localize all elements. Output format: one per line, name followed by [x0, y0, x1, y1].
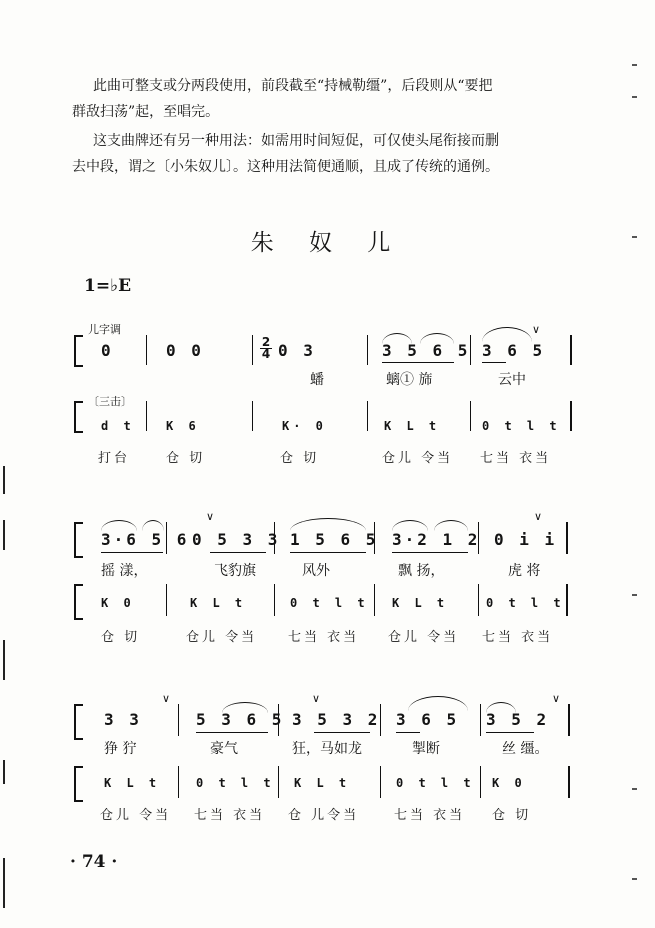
notes-measure: 3 5 3 2	[292, 710, 381, 729]
score-system-2	[74, 510, 579, 652]
breath-mark: ∨	[312, 692, 321, 705]
scan-edge-mark	[3, 640, 5, 680]
notes-measure: 3·2 1 2	[392, 530, 481, 549]
intro-p2-line2: 去中段，谓之〔小朱奴儿〕。这种用法简便通顺，且成了传统的通例。	[72, 159, 499, 175]
perc-measure: K 0	[492, 776, 526, 790]
notes-measure: 3 3	[104, 710, 142, 729]
perc-lyric: 仓 儿令当	[288, 808, 360, 823]
perc-measure: K 0	[101, 596, 135, 610]
lyric: 飘 扬，	[398, 563, 445, 579]
notes-measure: 3 5 6 5	[382, 341, 471, 360]
notes-measure: 0 i i	[494, 530, 558, 549]
bracket	[74, 704, 83, 740]
notes-measure: 0 5 3 3	[192, 530, 281, 549]
perc-lyric: 七当 衣当	[482, 630, 554, 645]
perc-measure: K L t	[384, 419, 441, 433]
perc-lyric: 七当 衣当	[288, 630, 360, 645]
perc-measure: 0 t l t	[396, 776, 475, 790]
perc-measure: K L t	[294, 776, 351, 790]
notes-measure: 0	[101, 341, 114, 360]
perc-lyric: 七当 衣当	[194, 808, 266, 823]
score-system-3	[74, 692, 579, 834]
lyric: 掣断	[412, 741, 440, 757]
page-number: · 74 ·	[70, 852, 118, 872]
perc-measure: K 6	[166, 419, 200, 433]
perc-measure: K L t	[104, 776, 161, 790]
lyric: 豪气	[210, 741, 238, 757]
perc-measure: 0 t l t	[290, 596, 369, 610]
perc-lyric: 仓 切	[492, 808, 532, 823]
notes-measure: 0 0	[166, 341, 204, 360]
breath-mark: ∨	[162, 692, 171, 705]
scan-edge-mark	[3, 466, 5, 494]
perc-lyric: 打台	[98, 451, 131, 466]
notes-measure: 3 5 2	[486, 710, 550, 729]
scan-edge-mark	[3, 858, 5, 908]
perc-lyric: 仓 切	[280, 451, 320, 466]
intro-p1-line2: 群敌扫荡”起，至唱完。	[72, 104, 220, 120]
lyric: 螭① 旆	[386, 372, 433, 388]
breath-mark: ∨	[534, 510, 543, 523]
lyric: 风外	[302, 563, 330, 579]
lyric: 丝 缰。	[502, 741, 549, 757]
breath-mark: ∨	[206, 510, 215, 523]
lyric: 摇 漾，	[101, 563, 148, 579]
notes-measure: 3 6 5	[482, 341, 546, 360]
perc-measure: 0 t l t	[486, 596, 565, 610]
breath-mark: ∨	[532, 323, 541, 336]
notes-measure: 1 5 6 5	[290, 530, 379, 549]
perc-label: 〔三击〕	[88, 395, 132, 408]
notes-measure: 5 3 6 5	[196, 710, 285, 729]
perc-lyric: 七当 衣当	[394, 808, 466, 823]
song-title: 朱 奴 儿	[250, 230, 405, 256]
scan-edge-mark	[3, 520, 5, 550]
intro-p2-line1: 这支曲牌还有另一种用法：如需用时间短促，可仅使头尾衔接而删	[93, 133, 499, 149]
perc-measure: 0 t l t	[482, 419, 561, 433]
lyric: 蟠	[310, 372, 324, 388]
bracket	[74, 766, 83, 802]
time-signature: 2 4	[261, 335, 271, 361]
perc-lyric: 仓儿 令当	[100, 808, 172, 823]
lyric: 虎 将	[508, 563, 541, 579]
lyric: 狰 狞	[104, 741, 137, 757]
perc-lyric: 仓 切	[101, 630, 141, 645]
perc-measure: K L t	[392, 596, 449, 610]
bracket	[74, 335, 83, 367]
scan-edge-mark	[3, 760, 5, 784]
breath-mark: ∨	[552, 692, 561, 705]
lyric: 飞豹旗	[214, 563, 256, 579]
notes-measure: 0 3	[278, 341, 316, 360]
intro-p1-line1: 此曲可整支或分两段使用，前段截至“持械勒缰”，后段则从“要把	[93, 78, 493, 94]
notes-measure: 3 6 5	[396, 710, 460, 729]
bracket	[74, 522, 83, 558]
perc-measure: 0 t l t	[196, 776, 275, 790]
perc-lyric: 仓儿 令当	[186, 630, 258, 645]
lyric: 云中	[498, 372, 526, 388]
bracket	[74, 401, 83, 433]
lyric: 狂，马如龙	[292, 741, 362, 757]
notes-measure: 3·6 5 6	[101, 530, 190, 549]
key-signature: 1=♭E	[84, 276, 132, 296]
perc-lyric: 仓 切	[166, 451, 206, 466]
perc-lyric: 仓儿 令当	[382, 451, 454, 466]
perc-lyric: 仓儿 令当	[388, 630, 460, 645]
perc-measure: K· 0	[282, 419, 327, 433]
bracket	[74, 584, 83, 620]
perc-measure: K L t	[190, 596, 247, 610]
perc-measure: d t	[101, 419, 135, 433]
perc-lyric: 七当 衣当	[480, 451, 552, 466]
mode-label: 儿字调	[88, 323, 121, 336]
